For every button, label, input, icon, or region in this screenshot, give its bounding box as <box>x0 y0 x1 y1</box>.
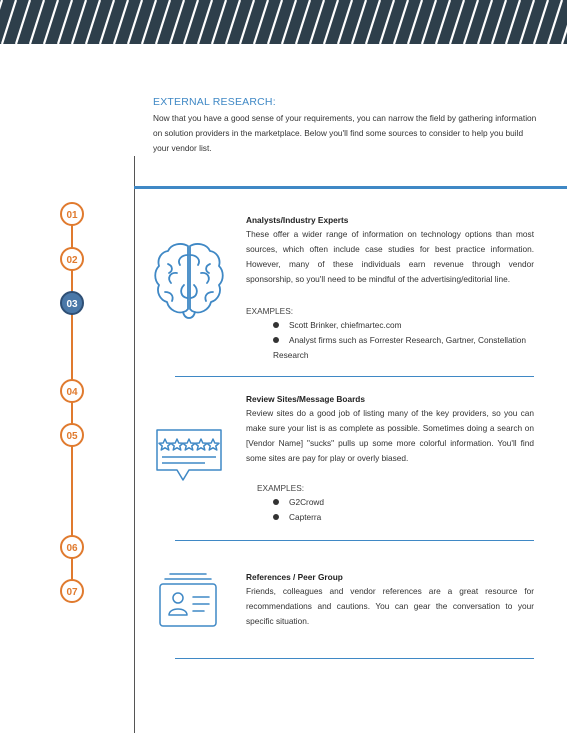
section-body: Friends, colleagues and vendor references are a great resource for recommendations and cautions. You can gear the conversation to your specific situation. <box>246 586 534 626</box>
list-item: Scott Brinker, chiefmartec.com <box>273 318 535 333</box>
step-03-active[interactable] <box>61 292 83 314</box>
section-title: References / Peer Group <box>246 572 343 582</box>
step-01[interactable] <box>61 203 83 225</box>
section-separator <box>175 376 534 377</box>
step-06[interactable] <box>61 536 83 558</box>
step-05[interactable] <box>61 424 83 446</box>
review-stars-icon <box>155 428 223 484</box>
examples-label: EXAMPLES: <box>257 483 305 493</box>
list-item: Analyst firms such as Forrester Research, Gartner, Constellation Research <box>273 333 535 363</box>
step-label: 03 <box>66 299 78 310</box>
step-label: 05 <box>66 431 78 442</box>
star-row <box>159 439 219 450</box>
examples-list <box>273 318 535 363</box>
step-timeline <box>0 0 110 733</box>
section-body: Review sites do a good job of listing many of the key providers, so you can make sure your list is as complete as possible. Sometimes doing a search on [Vendor Name] "sucks" pulls up some more colorful information. You'll find some sites are pay for play or overly biased. <box>246 408 534 463</box>
step-label: 04 <box>66 387 78 398</box>
step-label: 06 <box>66 543 78 554</box>
examples-list <box>273 495 473 525</box>
section-heading: EXTERNAL RESEARCH: <box>153 96 276 108</box>
id-card-icon <box>158 572 218 630</box>
intro-paragraph: Now that you have a good sense of your requirements, you can narrow the field by gathering information on solution providers in the marketplace. Below you'll find some sources to consider to help you build your vendor list. <box>153 113 537 153</box>
step-label: 07 <box>66 587 78 598</box>
header-rule <box>134 186 567 189</box>
brain-icon <box>153 240 225 320</box>
section-title: Analysts/Industry Experts <box>246 215 349 225</box>
section-separator <box>175 658 534 659</box>
examples-label: EXAMPLES: <box>246 306 294 316</box>
step-04[interactable] <box>61 380 83 402</box>
list-item: Capterra <box>273 510 473 525</box>
list-item: G2Crowd <box>273 495 473 510</box>
step-07[interactable] <box>61 580 83 602</box>
section-body: These offer a wider range of information on technology options than most sources, which often include case studies for best practice information. However, many of these individuals earn revenue through vendor sponsorship, so you'll need to be mindful of the advertising/editorial line. <box>246 229 534 284</box>
step-label: 02 <box>66 255 78 266</box>
section-separator <box>175 540 534 541</box>
step-label: 01 <box>66 210 78 221</box>
step-02[interactable] <box>61 248 83 270</box>
vertical-divider <box>134 156 135 733</box>
section-title: Review Sites/Message Boards <box>246 394 365 404</box>
